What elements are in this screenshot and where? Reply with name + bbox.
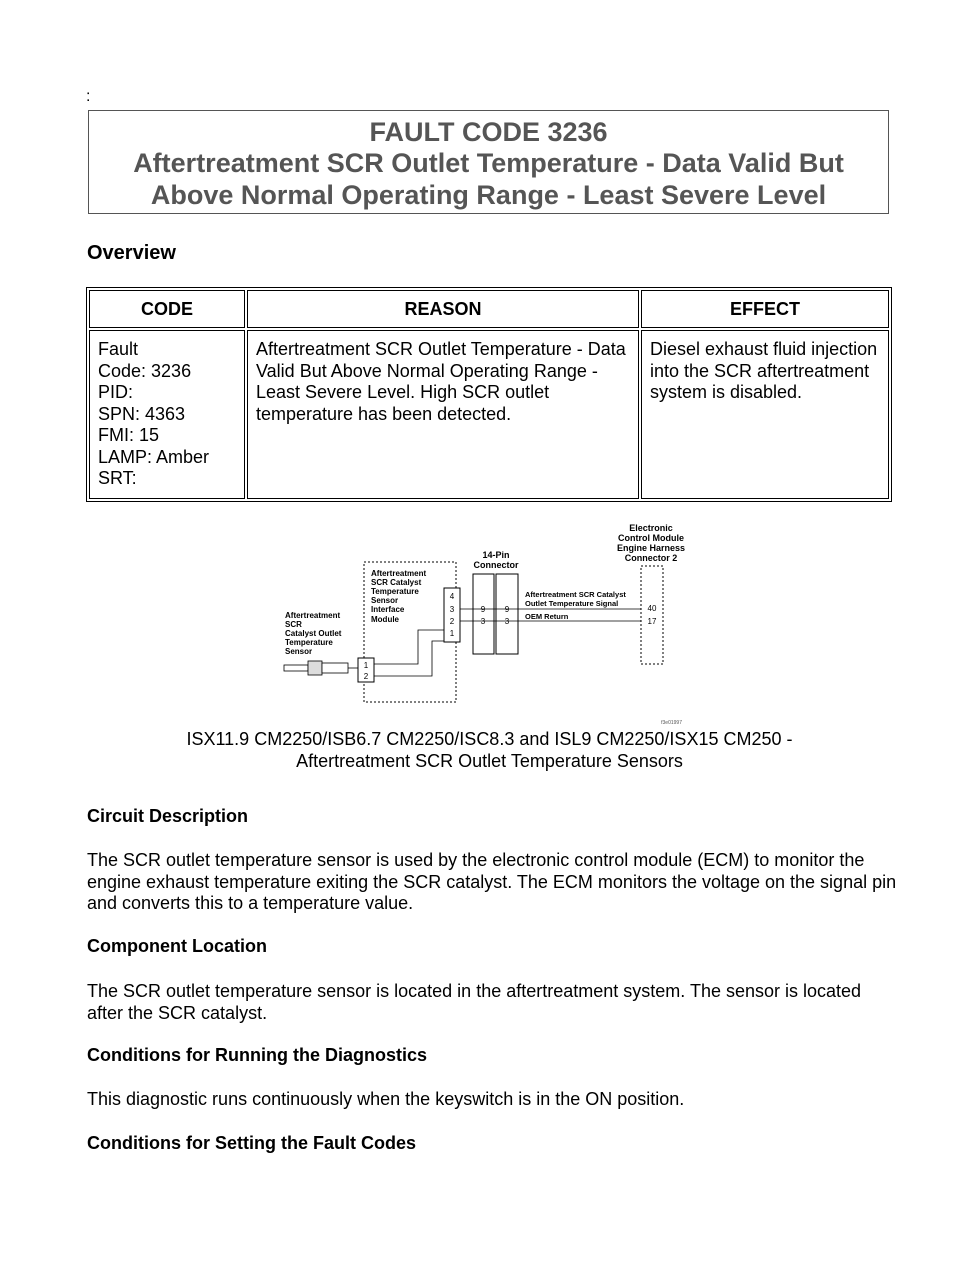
module-pin-4: 4: [449, 592, 455, 601]
module-pin-2: 2: [449, 617, 455, 626]
connector-pin-3-left: 3: [480, 617, 486, 626]
fault-title-line-3: Above Normal Operating Range - Least Severe Level: [150, 180, 827, 210]
sensor-label-2: SCR: [285, 620, 302, 629]
code-cell: [89, 330, 245, 499]
return-label: OEM Return: [525, 612, 569, 621]
table-header-row: [89, 290, 889, 328]
colon-mark: :: [86, 88, 91, 105]
code-line: Fault: [98, 339, 139, 359]
ecm-pin-17: 17: [647, 617, 657, 626]
ecm-pin-40: 40: [647, 604, 657, 613]
connector-pin-9-left: 9: [480, 605, 486, 614]
sensor-wire-1: [374, 630, 444, 664]
module-pin-3: 3: [449, 605, 455, 614]
setting-fault-codes-heading: Conditions for Setting the Fault Codes: [87, 1133, 416, 1153]
code-line: PID:: [98, 382, 134, 402]
component-location-heading: Component Location: [87, 936, 267, 956]
caption-line-2: Aftertreatment SCR Outlet Temperature Sensors: [296, 750, 683, 771]
component-location-text: The SCR outlet temperature sensor is located in the aftertreatment system. The sensor is located after the SCR catalyst.: [87, 981, 862, 1023]
module-label-2: SCR Catalyst: [371, 578, 422, 587]
running-diagnostics-text: This diagnostic runs continuously when the keyswitch is in the ON position.: [87, 1089, 685, 1109]
connector-half-left: [473, 574, 494, 654]
sensor-label-5: Sensor: [285, 647, 313, 656]
module-pin-1: 1: [449, 629, 455, 638]
module-label-6: Module: [371, 615, 399, 624]
table-row: [89, 330, 889, 499]
caption-line-1: ISX11.9 CM2250/ISB6.7 CM2250/ISC8.3 and ISL9 CM2250/ISX15 CM250 -: [186, 729, 793, 749]
connector-pin-9-right: 9: [504, 605, 510, 614]
connector-label-2: Connector: [473, 560, 519, 570]
sensor-probe-icon: [284, 661, 358, 675]
module-label-4: Sensor: [371, 596, 399, 605]
sensor-label-4: Temperature: [285, 638, 333, 647]
fault-title-line-2: Aftertreatment SCR Outlet Temperature - Data Valid But: [133, 148, 844, 178]
sensor-label-1: Aftertreatment: [285, 611, 341, 620]
fault-code-title: FAULT CODE 3236: [369, 117, 608, 147]
module-label-1: Aftertreatment: [371, 569, 427, 578]
connector-pin-3-right: 3: [504, 617, 510, 626]
sensor-label-3: Catalyst Outlet: [285, 629, 342, 638]
circuit-description-text: The SCR outlet temperature sensor is used by the electronic control module (ECM) to monitor the engine exhaust temperature exiting the SCR catalyst. The ECM monitors the voltage on the signal pin and converts this to a temperature value.: [87, 850, 897, 913]
ecm-label-4: Connector 2: [624, 553, 678, 563]
circuit-description-heading: Circuit Description: [87, 806, 249, 826]
fault-title-box: [88, 110, 889, 214]
code-line: SPN: 4363: [98, 403, 186, 424]
module-label-3: Temperature: [371, 587, 419, 596]
ecm-label-3: Engine Harness: [616, 543, 686, 553]
sensor-wire-2: [374, 641, 444, 676]
fault-overview-table: [86, 287, 892, 502]
ecm-label-1: Electronic: [629, 523, 673, 533]
header-code: CODE: [89, 290, 245, 328]
connector-half-right: [496, 574, 518, 654]
code-line: FMI: 15: [98, 425, 160, 445]
header-reason: REASON: [247, 290, 639, 328]
effect-cell: Diesel exhaust fluid injection into the SCR aftertreatment system is disabled.: [641, 330, 889, 499]
diagram-caption: [100, 729, 879, 772]
signal-label-1: Aftertreatment SCR Catalyst: [525, 590, 626, 599]
signal-label-2: Outlet Temperature Signal: [525, 599, 619, 608]
code-line: LAMP: Amber: [98, 446, 210, 467]
figure-id: f3e01997: [661, 720, 682, 726]
sensor-pin-2: 2: [363, 672, 369, 681]
code-line: SRT:: [98, 468, 137, 488]
ecm-label-2: Control Module: [618, 533, 684, 543]
code-line: Code: 3236: [98, 360, 192, 381]
wiring-diagram: [280, 518, 700, 728]
overview-heading: Overview: [87, 242, 176, 264]
connector-label-1: 14-Pin: [482, 550, 510, 560]
header-effect: EFFECT: [641, 290, 889, 328]
reason-cell: Aftertreatment SCR Outlet Temperature - Data Valid But Above Normal Operating Range - Least Severe Level. High SCR outlet temperature has been detected.: [247, 330, 639, 499]
running-diagnostics-heading: Conditions for Running the Diagnostics: [87, 1045, 427, 1065]
sensor-pin-1: 1: [363, 661, 369, 670]
ecm-connector-box: [641, 566, 663, 664]
module-label-5: Interface: [371, 605, 405, 614]
